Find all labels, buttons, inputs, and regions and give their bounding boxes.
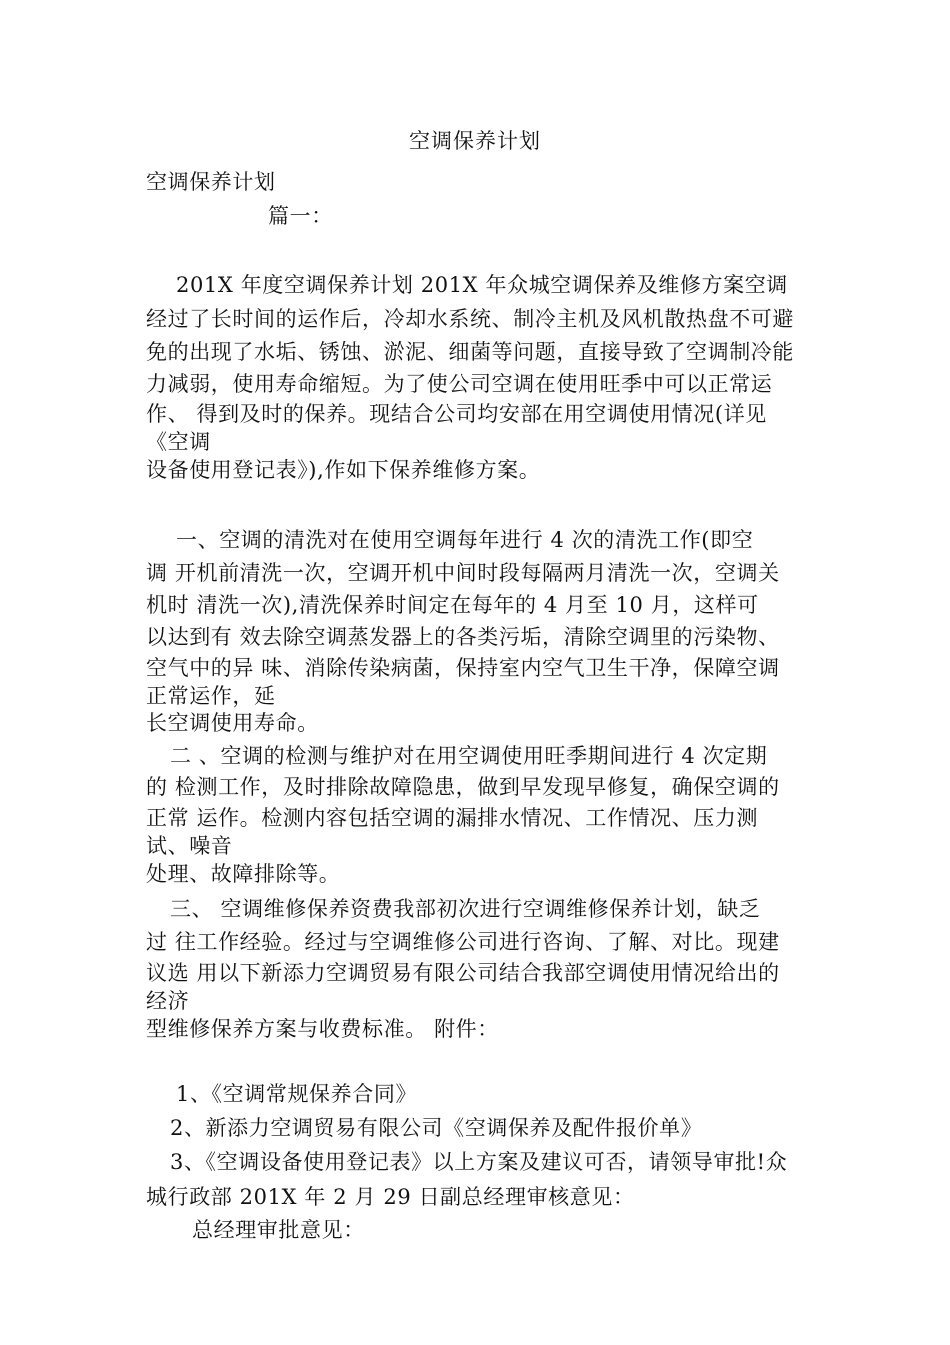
attachment-item: 1、《空调常规保养合同》 (176, 1082, 418, 1106)
section2-line: 二 、空调的检测与维护对在用空调使用旺季期间进行 4 次定期 (170, 744, 768, 768)
section2-line: 处理、故障排除等。 (146, 862, 341, 886)
approval-line: 城行政部 201X 年 2 月 29 日副总经理审核意见： (146, 1185, 635, 1209)
intro-line: 《空调 (146, 430, 211, 454)
section2-line: 正常 运作。检测内容包括空调的漏排水情况、工作情况、压力测 (146, 806, 759, 830)
attachment-item: 3、《空调设备使用登记表》以上方案及建议可否，请领导审批!众 (170, 1150, 788, 1174)
document-title: 空调保养计划 (409, 129, 541, 153)
attachment-item: 2、新添力空调贸易有限公司《空调保养及配件报价单》 (170, 1116, 703, 1140)
section3-line: 过 往工作经验。经过与空调维修公司进行咨询、了解、对比。现建 (146, 930, 780, 954)
section3-line: 三、 空调维修保养资费我部初次进行空调维修保养计划，缺乏 (170, 897, 761, 921)
section1-line: 一、空调的清洗对在使用空调每年进行 4 次的清洗工作(即空 (176, 528, 754, 552)
section1-line: 空气中的异 味、消除传染病菌，保持室内空气卫生干净，保障空调 (146, 656, 780, 680)
section2-line: 试、噪音 (146, 834, 233, 858)
intro-line: 力减弱，使用寿命缩短。为了使公司空调在使用旺季中可以正常运 (146, 372, 773, 396)
section1-line: 正常运作，延 (146, 684, 276, 708)
section1-line: 调 开机前清洗一次，空调开机中间时段每隔两月清洗一次，空调关 (146, 561, 780, 585)
section3-line: 经济 (146, 989, 190, 1013)
intro-line: 201X 年度空调保养计划 201X 年众城空调保养及维修方案空调 (176, 273, 788, 297)
part-heading: 篇一： (268, 204, 333, 228)
intro-line: 作、 得到及时的保养。现结合公司均安部在用空调使用情况(详见 (146, 402, 767, 426)
section2-line: 的 检测工作，及时排除故障隐患，做到早发现早修复，确保空调的 (146, 775, 780, 799)
document-subtitle: 空调保养计划 (146, 170, 276, 194)
intro-line: 经过了长时间的运作后，冷却水系统、制冷主机及风机散热盘不可避 (146, 307, 794, 331)
section3-line: 议选 用以下新添力空调贸易有限公司结合我部空调使用情况给出的 (146, 961, 780, 985)
approval-line: 总经理审批意见： (192, 1218, 365, 1242)
section1-line: 长空调使用寿命。 (146, 711, 319, 735)
section1-line: 机时 清洗一次),清洗保养时间定在每年的 4 月至 10 月，这样可 (146, 593, 759, 617)
intro-line: 设备使用登记表》),作如下保养维修方案。 (146, 458, 541, 482)
intro-line: 免的出现了水垢、锈蚀、淤泥、细菌等问题，直接导致了空调制冷能 (146, 340, 794, 364)
section1-line: 以达到有 效去除空调蒸发器上的各类污垢，清除空调里的污染物、 (146, 625, 780, 649)
section3-line: 型维修保养方案与收费标准。 附件： (146, 1017, 499, 1041)
